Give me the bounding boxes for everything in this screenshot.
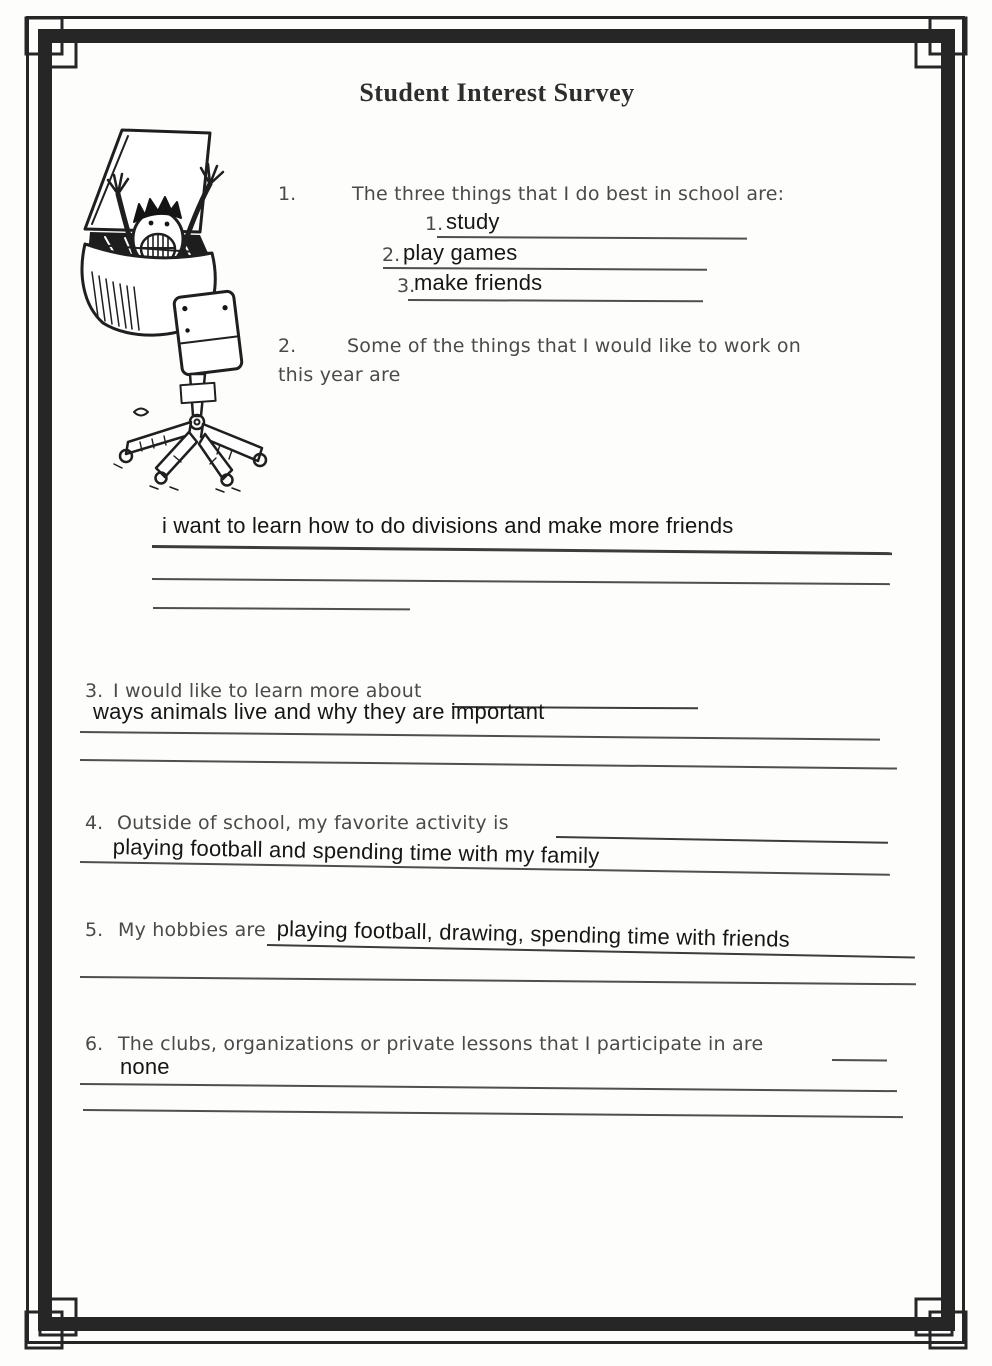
q4-number: 4. <box>85 812 104 834</box>
q2-line-3[interactable] <box>153 607 410 610</box>
q1-item1-answer[interactable]: study <box>446 209 500 234</box>
q6-number: 6. <box>85 1033 104 1055</box>
q2-line-1[interactable] <box>152 545 892 555</box>
q5-line-1[interactable] <box>80 976 916 985</box>
q1-item3-line[interactable] <box>408 299 703 302</box>
q4-answer[interactable]: playing football and spending time with my family <box>112 834 600 869</box>
q5-number: 5. <box>85 919 104 941</box>
q2-label-line1: Some of the things that I would like to work on <box>347 335 801 357</box>
q1-item2-answer[interactable]: play games <box>403 240 518 265</box>
q6-inline-line[interactable] <box>832 1059 887 1061</box>
q1-number: 1. <box>278 183 297 205</box>
q5-label: My hobbies are <box>118 919 266 941</box>
q6-line-2[interactable] <box>83 1109 903 1118</box>
q5-answer[interactable]: playing football, drawing, spending time with friends <box>276 916 791 952</box>
q1-item3-number: 3. <box>397 275 416 297</box>
page-title: Student Interest Survey <box>359 78 635 107</box>
q6-answer[interactable]: none <box>120 1054 170 1079</box>
q3-label: I would like to learn more about <box>113 680 422 702</box>
q3-line-1[interactable] <box>80 731 880 741</box>
q6-label: The clubs, organizations or private lessons that I participate in are <box>118 1033 764 1055</box>
q1-item1-number: 1. <box>425 213 444 235</box>
q4-inline-line[interactable] <box>556 836 888 844</box>
q2-line-2[interactable] <box>152 578 890 585</box>
q4-label: Outside of school, my favorite activity is <box>117 812 509 834</box>
q1-label: The three things that I do best in school are: <box>352 183 785 205</box>
q3-answer[interactable]: ways animals live and why they are important <box>93 699 545 724</box>
q2-answer[interactable]: i want to learn how to do divisions and make more friends <box>162 513 734 538</box>
q6-line-1[interactable] <box>80 1083 897 1092</box>
q2-number: 2. <box>278 335 297 357</box>
q3-line-2[interactable] <box>80 759 897 770</box>
q1-item2-number: 2. <box>382 244 401 266</box>
q2-label-line2: this year are <box>278 364 401 386</box>
q1-item3-answer[interactable]: make friends <box>414 270 543 295</box>
q3-number: 3. <box>85 680 104 702</box>
student-desk-cartoon <box>70 112 280 502</box>
